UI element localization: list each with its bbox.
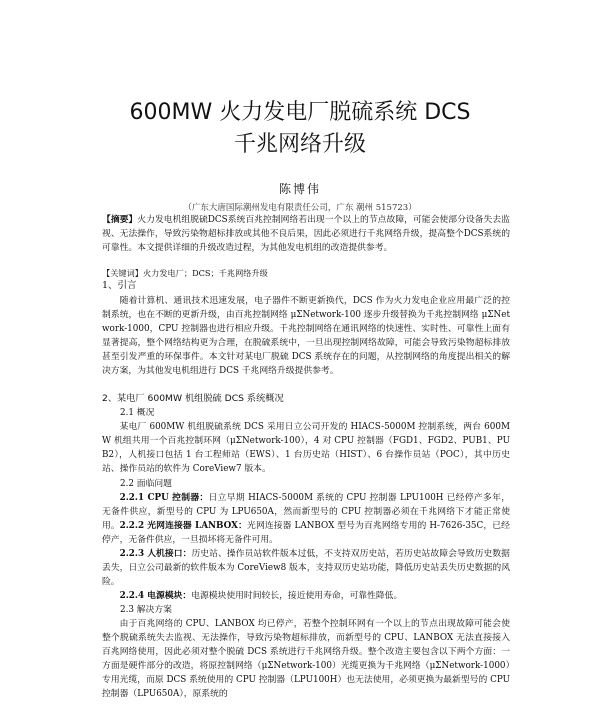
section-2-2-2-label: 2.2.2 光网连接器 LANBOX： <box>119 521 248 531</box>
section-2-2-2-text: 光网连接器 LANBOX 型号为百兆网络专用的 H-7626-35C，已经停产，无备件供应，一旦损坏将无备件可用。 <box>102 521 510 546</box>
section-2-1-heading: 2.1 概况 <box>120 408 155 418</box>
keywords-text: 火力发电厂；DCS；千兆网络升级 <box>142 268 268 278</box>
keywords-label: 【关键词】 <box>102 268 143 278</box>
keywords <box>102 266 510 280</box>
section-2-3-heading: 2.3 解决方案 <box>120 605 172 615</box>
abstract-text: 火力发电机组脱硫DCS系统百兆控制网络若出现一个以上的节点故障，可能会使部分设备失去监视、无法操作，导致污染物超标排放或其他不良后果，因此必须进行千兆网络升级，提高整个DCS系统的可靠性。本文提供详细的升级改造过程，为其他发电机组的改造提供参考。 <box>102 215 510 254</box>
section-2-2-4-paragraph <box>102 589 510 603</box>
section-2-2-heading: 2.2 面临问题 <box>120 479 172 489</box>
paper-title-line1: 600MW 火力发电厂脱硫系统 DCS <box>129 100 471 125</box>
section-2-1-paragraph: 某电厂 600MW 机组脱硫系统 DCS 采用日立公司开发的 HIACS-5000M 控制系统，两台 600MW 机组共用一个百兆控制环网（μΣNetwork-100），4 对 CPU 控制器（FGD1、FGD2、PUB1、PUB2），人机接口包括 1 台工程师站（EWS）、1 台历史站（HIST）、6 台操作员站（POC），其中历史站、操作员站的软件为 CoreView7 版本。 <box>102 422 510 475</box>
section-1-paragraph: 随着计算机、通讯技术迅速发展，电子器件不断更新换代，DCS 作为火力发电企业应用最广泛的控制系统，也在不断的更新升级，由百兆控制网络 μΣNetwork-100 逐步升级替换为千兆控制网络 μΣNetwork-1000，CPU 控制器也进行相应升级。千兆控制网络在通讯网络的快速性、实时性、可靠性上面有显著提高，整个网络结构更为合理，在脱硫系统中，一旦出现控制网络故障，可能会导致污染物超标排放甚至引发严重的环保事件。本文针对某电厂脱硫 DCS 系统存在的问题，从控制网络的角度提出相关的解决方案，为其他发电机组进行 DCS 千兆网络升级提供参考。 <box>102 296 510 377</box>
section-2-2-3-text: 历史站、操作员站软件版本过低，不支持双历史站，若历史站故障会导致历史数据丢失，日立公司最新的软件版本为 CoreView8 版本，支持双历史站功能，降低历史站丢失历史数据的风险。 <box>102 549 510 588</box>
section-2-2-3-paragraph <box>102 547 510 589</box>
abstract-label: 【摘要】 <box>102 215 138 225</box>
author-name: 陈博伟 <box>278 182 321 196</box>
section-2-2-4-label: 2.2.4 电源模块： <box>119 591 192 601</box>
section-2-2-1-text: 日立早期 HIACS-5000M 系统的 CPU 控制器 LPU100H 已经停产多年，无备件供应，新型号的 CPU 为 LPU650A，然而新型号的 CPU 控制器必须在千兆网络下才能正常使用。 <box>102 493 510 532</box>
author-affiliation: （广东大唐国际潮州发电有限责任公司，广东 潮州 515723） <box>183 203 417 213</box>
paper-title-line2: 千兆网络升级 <box>233 132 366 157</box>
section-2-heading: 2、某电厂 600MW 机组脱硫 DCS 系统概况 <box>102 393 284 404</box>
section-2-3-paragraph: 由于百兆网络的 CPU、LANBOX 均已停产，若整个控制环网有一个以上的节点出现故障可能会使整个脱硫系统失去监视、无法操作，导致污染物超标排放，而新型号的 CPU、LANBOX 无法直接接入百兆网络使用，因此必须对整个脱硫 DCS 系统进行千兆网络升级。整个改造主要包含以下两个方面：一方面是硬件部分的改造，将原控制网络（μΣNetwork-100）光缆更换为千兆网络（μΣNetwork-1000）专用光缆，而原 DCS 系统使用的 CPU 控制器（LPU100H）也无法使用，必须更换为最新型号的 CPU 控制器（LPU650A），原系统的 <box>102 619 510 700</box>
section-2-2-4-text: 电源模块使用时间较长，接近使用寿命，可靠性降低。 <box>191 591 403 601</box>
section-2-2-1-label: 2.2.1 CPU 控制器： <box>119 493 209 503</box>
abstract <box>102 213 510 255</box>
section-2-2-3-label: 2.2.3 人机接口： <box>119 549 192 559</box>
section-1-heading: 1、引言 <box>102 280 137 291</box>
section-2-2-2-paragraph <box>102 519 510 547</box>
